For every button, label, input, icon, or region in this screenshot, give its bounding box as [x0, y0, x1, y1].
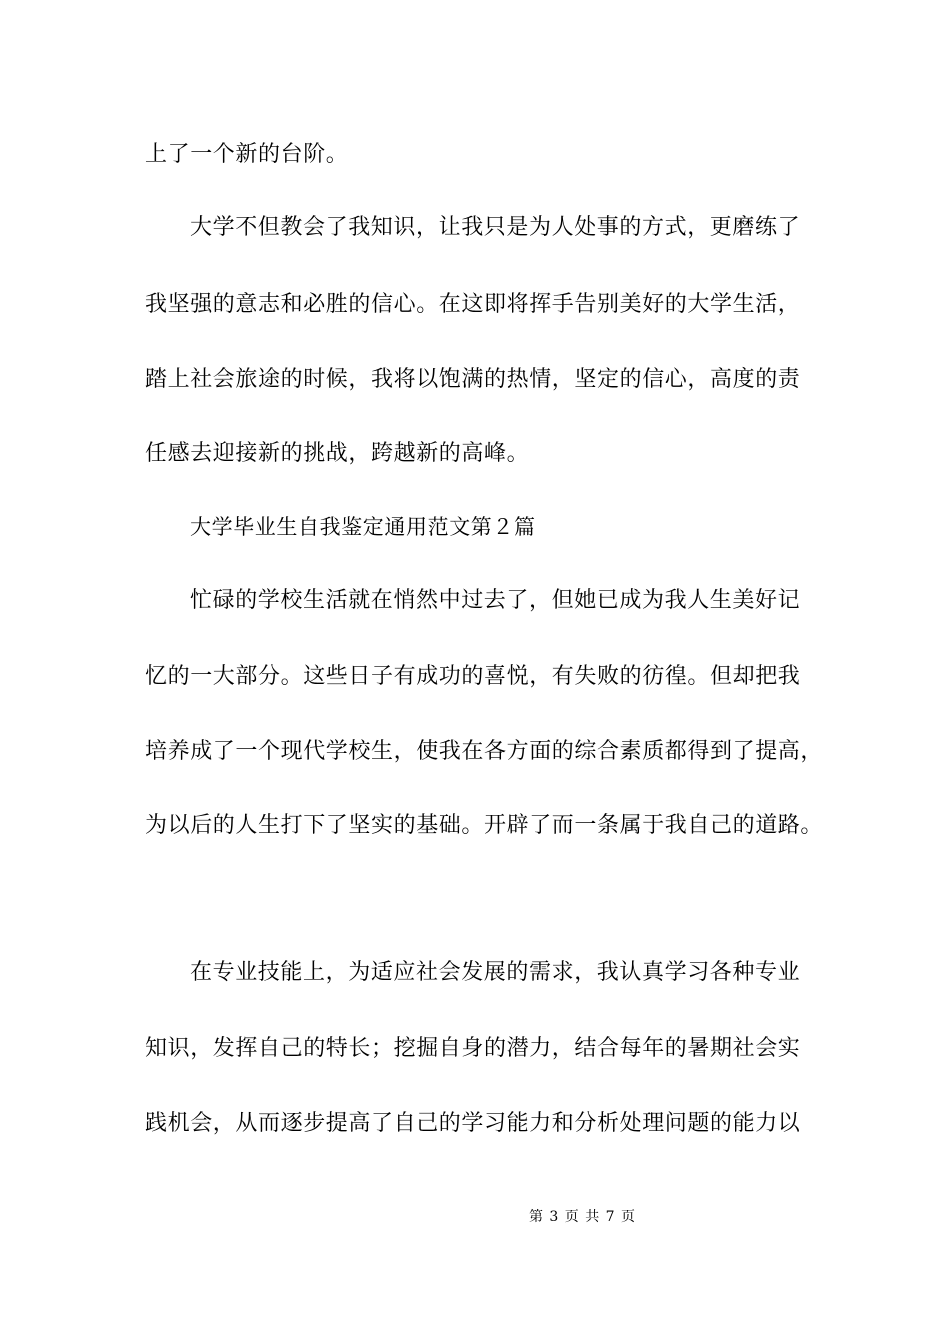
text-line: 培养成了一个现代学校生，使我在各方面的综合素质都得到了提高， [145, 739, 824, 764]
paragraph-start-line: 在专业技能上，为适应社会发展的需求，我认真学习各种专业 [190, 960, 801, 985]
text-line: 忆的一大部分。这些日子有成功的喜悦，有失败的彷徨。但却把我 [145, 664, 801, 689]
text-line: 任感去迎接新的挑战，跨越新的高峰。 [145, 441, 530, 466]
page-number-footer: 第 3 页 共 7 页 [528, 1209, 637, 1225]
text-line: 踏上社会旅途的时候，我将以饱满的热情，坚定的信心，高度的责 [145, 367, 801, 392]
section-heading: 大学毕业生自我鉴定通用范文第２篇 [190, 515, 536, 539]
text-line: 知识，发挥自己的特长；挖掘自身的潜力，结合每年的暑期社会实 [145, 1036, 801, 1061]
text-line: 我坚强的意志和必胜的信心。在这即将挥手告别美好的大学生活， [145, 292, 801, 317]
text-line: 为以后的人生打下了坚实的基础。开辟了而一条属于我自己的道路。 [145, 813, 824, 838]
paragraph-start-line: 大学不但教会了我知识，让我只是为人处事的方式，更磨练了 [190, 215, 801, 240]
text-line: 上了一个新的台阶。 [145, 142, 349, 167]
paragraph-start-line: 忙碌的学校生活就在悄然中过去了，但她已成为我人生美好记 [190, 588, 801, 613]
text-line: 践机会，从而逐步提高了自己的学习能力和分析处理问题的能力以 [145, 1111, 801, 1136]
